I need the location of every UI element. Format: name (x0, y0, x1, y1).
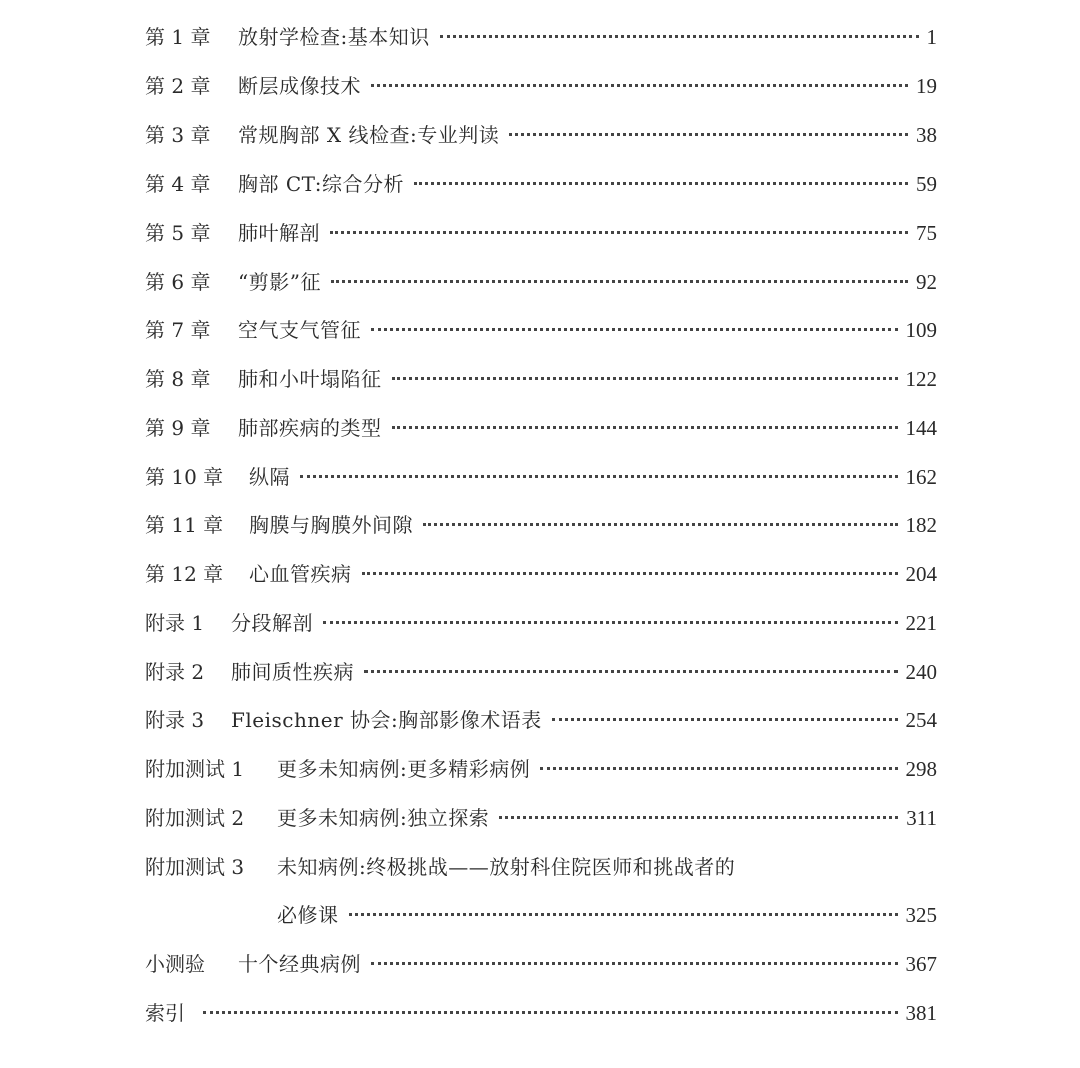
toc-entry (145, 20, 937, 54)
dot-leader (371, 84, 908, 87)
toc-entry (145, 411, 937, 445)
toc-entry-title: 空气支气管征 (238, 318, 361, 342)
toc-entry (145, 362, 937, 396)
toc-entry-title-row (238, 167, 937, 201)
toc-entry-title-row (249, 557, 937, 591)
toc-entry-label: 第 7 章 (145, 318, 211, 342)
toc-entry-page: 240 (905, 660, 937, 684)
dot-leader (423, 523, 898, 526)
dot-leader (364, 670, 898, 673)
toc-entry-label: 小测验 (145, 952, 205, 976)
toc-entry-title: Fleischner 协会:胸部影像术语表 (231, 708, 542, 732)
toc-entry-page: 367 (905, 952, 937, 976)
toc-entry-label: 附加测试 2 (145, 806, 245, 830)
toc-entry-page: 381 (905, 1001, 937, 1025)
toc-entry-title: 断层成像技术 (238, 74, 361, 98)
toc-entry-label: 索引 (145, 1001, 185, 1025)
toc-entry-page: 59 (916, 172, 937, 196)
toc-entry-page: 1 (926, 25, 937, 49)
toc-entry (145, 850, 937, 884)
toc-entry (145, 216, 937, 250)
toc-entry-label: 附录 2 (145, 660, 205, 684)
dot-leader (203, 1011, 898, 1014)
toc-entry (145, 947, 937, 981)
dot-leader (323, 621, 898, 624)
toc-entry-title-row (238, 265, 937, 299)
toc-entry-title: 心血管疾病 (249, 562, 352, 586)
toc-entry-title-row (193, 996, 937, 1030)
toc-entry-label: 第 12 章 (145, 562, 224, 586)
toc-entry-label: 第 4 章 (145, 172, 211, 196)
toc-entry-title: 十个经典病例 (238, 952, 361, 976)
toc-entry-title: 常规胸部 X 线检查:专业判读 (238, 123, 500, 147)
toc-entry (145, 313, 937, 347)
dot-leader (414, 182, 908, 185)
toc-entry-label: 附加测试 3 (145, 855, 245, 879)
toc-entry (145, 167, 937, 201)
toc-entry-title-row (277, 801, 937, 835)
toc-entry-title: 肺部疾病的类型 (238, 416, 382, 440)
toc-entry (145, 606, 937, 640)
toc-entry-title-row (238, 69, 937, 103)
dot-leader (300, 475, 898, 478)
toc-entry-title-row (238, 216, 937, 250)
toc-entry-title: “剪影”征 (238, 270, 321, 294)
toc-entry-title-row (238, 411, 937, 445)
dot-leader (392, 426, 898, 429)
toc-entry (145, 752, 937, 786)
toc-entry-title-row (238, 313, 937, 347)
dot-leader (362, 572, 898, 575)
toc-entry-title: 放射学检查:基本知识 (238, 25, 430, 49)
dot-leader (330, 231, 908, 234)
dot-leader (509, 133, 908, 136)
toc-entry-label: 第 9 章 (145, 416, 211, 440)
toc-entry-page: 311 (906, 806, 937, 830)
toc-entry-title-row (238, 118, 937, 152)
toc-entry-title-row (277, 752, 937, 786)
toc-entry-page: 254 (905, 708, 937, 732)
toc-entry-title-row (231, 703, 937, 737)
dot-leader (371, 328, 898, 331)
toc-entry-continuation (145, 898, 937, 932)
dot-leader (392, 377, 898, 380)
toc-entry-page: 325 (905, 903, 937, 927)
toc-entry-page: 162 (905, 465, 937, 489)
toc-entry (145, 703, 937, 737)
toc-entry-page: 204 (905, 562, 937, 586)
toc-entry-title: 纵隔 (249, 465, 290, 489)
toc-entry-title: 肺和小叶塌陷征 (238, 367, 382, 391)
toc-entry-page: 92 (916, 270, 937, 294)
toc-entry-label: 第 6 章 (145, 270, 211, 294)
toc-entry-label: 附加测试 1 (145, 757, 245, 781)
toc-entry (145, 557, 937, 591)
toc-entry-title-row (277, 898, 937, 932)
toc-entry (145, 801, 937, 835)
toc-entry-page: 221 (905, 611, 937, 635)
toc-entry-label: 附录 3 (145, 708, 205, 732)
toc-entry-title-row (249, 460, 937, 494)
toc-entry-title-row (238, 947, 937, 981)
toc-entry-title-row (249, 508, 937, 542)
toc-entry-title-row (231, 655, 937, 689)
toc-entry-label: 第 2 章 (145, 74, 211, 98)
toc-entry-page: 38 (916, 123, 937, 147)
toc-entry (145, 265, 937, 299)
toc-entry (145, 118, 937, 152)
toc-entry (145, 655, 937, 689)
toc-entry (145, 460, 937, 494)
toc-entry-title: 肺叶解剖 (238, 221, 320, 245)
toc-entry (145, 508, 937, 542)
toc-entry-label: 第 3 章 (145, 123, 211, 147)
dot-leader (499, 816, 898, 819)
toc-entry (145, 996, 937, 1030)
toc-entry-page: 109 (905, 318, 937, 342)
toc-entry-label: 第 11 章 (145, 513, 224, 537)
toc-entry-label: 第 10 章 (145, 465, 224, 489)
toc-entry-title: 胸膜与胸膜外间隙 (249, 513, 413, 537)
toc-entry-page: 144 (905, 416, 937, 440)
toc-entry (145, 69, 937, 103)
toc-entry-title: 肺间质性疾病 (231, 660, 354, 684)
toc-entry-title: 更多未知病例:更多精彩病例 (277, 757, 531, 781)
toc-entry-label: 第 5 章 (145, 221, 211, 245)
toc-entry-label: 附录 1 (145, 611, 205, 635)
dot-leader (331, 280, 908, 283)
toc-entry-page: 122 (905, 367, 937, 391)
dot-leader (552, 718, 898, 721)
dot-leader (440, 35, 919, 38)
toc-entry-page: 298 (905, 757, 937, 781)
dot-leader (540, 767, 897, 770)
toc-entry-title: 更多未知病例:独立探索 (277, 806, 490, 830)
toc-entry-title-row (238, 362, 937, 396)
toc-entry-page: 19 (916, 74, 937, 98)
toc-entry-page: 75 (916, 221, 937, 245)
toc-entry-title-continuation: 必修课 (277, 903, 339, 927)
dot-leader (349, 913, 898, 916)
toc-entry-label: 第 8 章 (145, 367, 211, 391)
dot-leader (371, 962, 898, 965)
toc-entry-title-row (231, 606, 937, 640)
toc-entry-title: 分段解剖 (231, 611, 313, 635)
toc-entry-title: 胸部 CT:综合分析 (238, 172, 405, 196)
toc-entry-title: 未知病例:终极挑战——放射科住院医师和挑战者的 (277, 855, 736, 879)
toc-entry-page: 182 (905, 513, 937, 537)
toc-entry-label: 第 1 章 (145, 25, 211, 49)
toc-entry-title-row (238, 20, 937, 54)
